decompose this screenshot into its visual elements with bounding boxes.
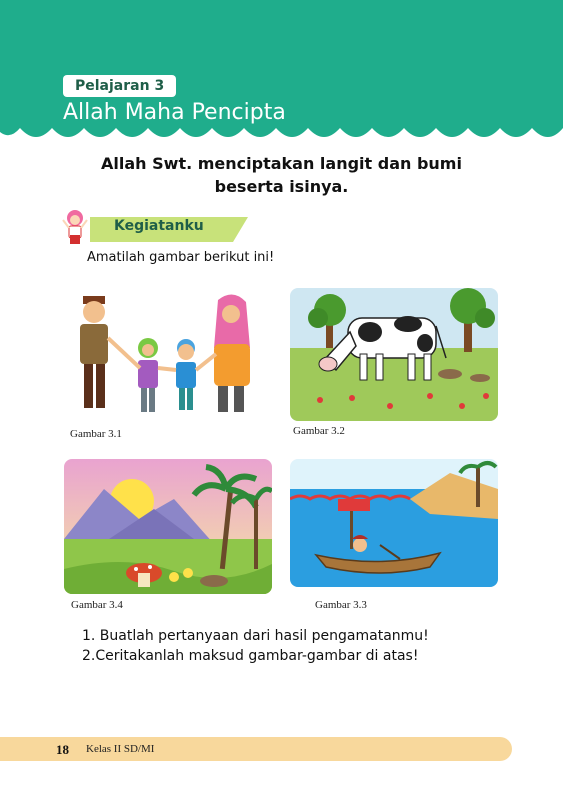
class-label: Kelas II SD/MI <box>86 743 155 755</box>
figure-3-2-caption: Gambar 3.2 <box>293 425 345 437</box>
family-illustration <box>68 288 268 423</box>
page-number: 18 <box>56 742 69 757</box>
main-statement-line-1: Allah Swt. menciptakan langit dan bumi <box>101 154 462 173</box>
question-item: 1. Buatlah pertanyaan dari hasil pengamatanmu! <box>82 628 429 644</box>
boat-at-sea-illustration <box>290 459 498 587</box>
main-statement <box>40 152 523 198</box>
figure-3-4-caption: Gambar 3.4 <box>71 599 123 611</box>
lesson-title: Allah Maha Pencipta <box>63 100 286 125</box>
figure-3-3-caption: Gambar 3.3 <box>315 599 367 611</box>
figure-3-1-caption: Gambar 3.1 <box>70 428 122 440</box>
cow-grazing-illustration <box>290 288 498 421</box>
activity-instruction: Amatilah gambar berikut ini! <box>87 250 275 265</box>
question-item: 2.Ceritakanlah maksud gambar-gambar di atas! <box>82 648 419 664</box>
question-list <box>82 626 429 666</box>
footer-bar <box>0 737 512 761</box>
lesson-number-tag: Pelajaran 3 <box>63 75 176 97</box>
main-statement-line-2: beserta isinya. <box>214 177 349 196</box>
mountain-landscape-illustration <box>64 459 272 594</box>
activity-label: Kegiatanku <box>114 218 204 234</box>
student-girl-icon <box>63 210 87 244</box>
